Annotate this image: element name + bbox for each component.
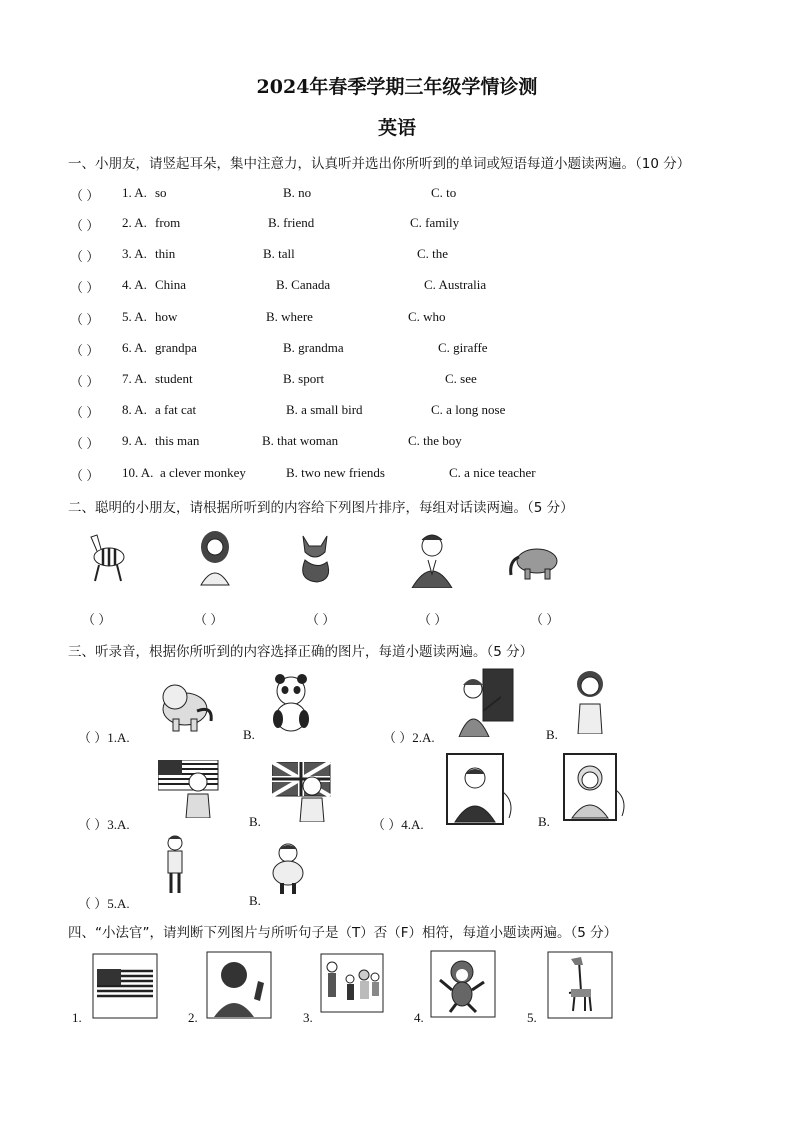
framed-grandma-picture: [562, 752, 628, 822]
question-label: （ ）2.A.: [383, 730, 435, 745]
option-a: grandpa: [155, 340, 197, 355]
fox-picture: [295, 530, 335, 586]
item-number: 5.: [527, 1010, 537, 1025]
option-label: B.: [538, 814, 550, 829]
option-a: China: [155, 277, 187, 292]
option-b: B. Canada: [276, 277, 331, 292]
option-label: B.: [249, 814, 261, 829]
option-a: this man: [155, 433, 200, 448]
answer-blank[interactable]: （ ）: [70, 374, 100, 389]
option-b: B. a small bird: [286, 402, 363, 417]
option-c: C. the boy: [408, 433, 462, 448]
teacher-picture: [457, 667, 515, 737]
answer-blank[interactable]: （ ）: [70, 249, 100, 264]
question-number: 1. A.: [122, 185, 147, 200]
question-label: （ ）5.A.: [78, 896, 130, 911]
part1-heading: 一、小朋友，请竖起耳朵，集中注意力，认真听并选出你所听到的单词或短语每道小题读两遍。（10 分）: [68, 156, 691, 172]
thin-boy-picture: [160, 833, 190, 895]
option-c: C. giraffe: [438, 340, 488, 355]
option-c: C. family: [410, 215, 460, 230]
uk-girl-picture: [272, 762, 332, 822]
us-flag-picture: [92, 953, 158, 1019]
question-number: 3. A.: [122, 246, 147, 261]
option-c: C. a long nose: [431, 402, 506, 417]
option-c: C. the: [417, 246, 449, 261]
option-a: a fat cat: [155, 402, 197, 417]
part2-heading: 二、聪明的小朋友，请根据所听到的内容给下列图片排序，每组对话读两遍。（5 分）: [68, 500, 574, 516]
item-number: 2.: [188, 1010, 198, 1025]
option-b: B. no: [283, 185, 312, 200]
woman-picture: [195, 527, 235, 587]
order-blank[interactable]: （ ）: [418, 612, 448, 627]
answer-blank[interactable]: （ ）: [70, 188, 100, 203]
answer-blank[interactable]: （ ）: [70, 218, 100, 233]
option-b: B. that woman: [262, 433, 339, 448]
item-number: 3.: [303, 1010, 313, 1025]
panda-picture: [268, 673, 314, 733]
elephant-picture: [505, 543, 565, 581]
option-a: how: [155, 309, 178, 324]
order-blank[interactable]: （ ）: [530, 612, 560, 627]
option-label: B.: [546, 727, 558, 742]
answer-blank[interactable]: （ ）: [70, 405, 100, 420]
question-number: 10. A.: [122, 465, 154, 480]
waving-boy-picture: [206, 951, 272, 1019]
option-b: B. sport: [283, 371, 325, 386]
answer-blank[interactable]: （ ）: [70, 343, 100, 358]
option-a: thin: [155, 246, 176, 261]
option-a: from: [155, 215, 181, 230]
option-b: B. friend: [268, 215, 315, 230]
man-picture: [408, 530, 456, 588]
option-c: C. who: [408, 309, 446, 324]
answer-blank[interactable]: （ ）: [70, 468, 100, 483]
question-number: 9. A.: [122, 433, 147, 448]
america-boy-picture: [158, 760, 220, 818]
option-a: student: [155, 371, 193, 386]
item-number: 4.: [414, 1010, 424, 1025]
part4-heading: 四、“小法官”，请判断下列图片与所听句子是（T）否（F）相符，每道小题读两遍。（5 分）: [68, 925, 618, 941]
answer-blank[interactable]: （ ）: [70, 436, 100, 451]
option-c: C. a nice teacher: [449, 465, 536, 480]
order-blank[interactable]: （ ）: [194, 612, 224, 627]
question-number: 6. A.: [122, 340, 147, 355]
question-label: （ ）3.A.: [78, 817, 130, 832]
elephant-picture: [155, 675, 217, 733]
question-number: 5. A.: [122, 309, 147, 324]
giraffe-picture: [547, 951, 613, 1019]
option-c: C. Australia: [424, 277, 487, 292]
answer-blank[interactable]: （ ）: [70, 312, 100, 327]
option-label: B.: [249, 893, 261, 908]
part3-heading: 三、听录音，根据你所听到的内容选择正确的图片，每道小题读两遍。（5 分）: [68, 644, 534, 660]
order-blank[interactable]: （ ）: [82, 612, 112, 627]
option-c: C. see: [445, 371, 477, 386]
girl-picture: [570, 668, 610, 734]
option-a: a clever monkey: [160, 465, 246, 480]
order-blank[interactable]: （ ）: [306, 612, 336, 627]
fat-boy-picture: [270, 843, 306, 895]
question-number: 7. A.: [122, 371, 147, 386]
question-label: （ ）1.A.: [78, 730, 130, 745]
option-a: so: [155, 185, 167, 200]
answer-blank[interactable]: （ ）: [70, 280, 100, 295]
item-number: 1.: [72, 1010, 82, 1025]
option-b: B. grandma: [283, 340, 344, 355]
zebra-picture: [85, 527, 129, 585]
option-b: B. tall: [263, 246, 295, 261]
option-b: B. where: [266, 309, 313, 324]
subject-title: 英语: [377, 117, 416, 139]
question-number: 8. A.: [122, 402, 147, 417]
family-picture: [320, 953, 384, 1013]
question-number: 2. A.: [122, 215, 147, 230]
option-b: B. two new friends: [286, 465, 385, 480]
question-number: 4. A.: [122, 277, 147, 292]
page-title: 2024年春季学期三年级学情诊测: [256, 76, 538, 98]
option-label: B.: [243, 727, 255, 742]
question-label: （ ）4.A.: [372, 817, 424, 832]
monkey-picture: [430, 950, 496, 1018]
option-c: C. to: [431, 185, 457, 200]
framed-man-picture: [445, 752, 517, 826]
